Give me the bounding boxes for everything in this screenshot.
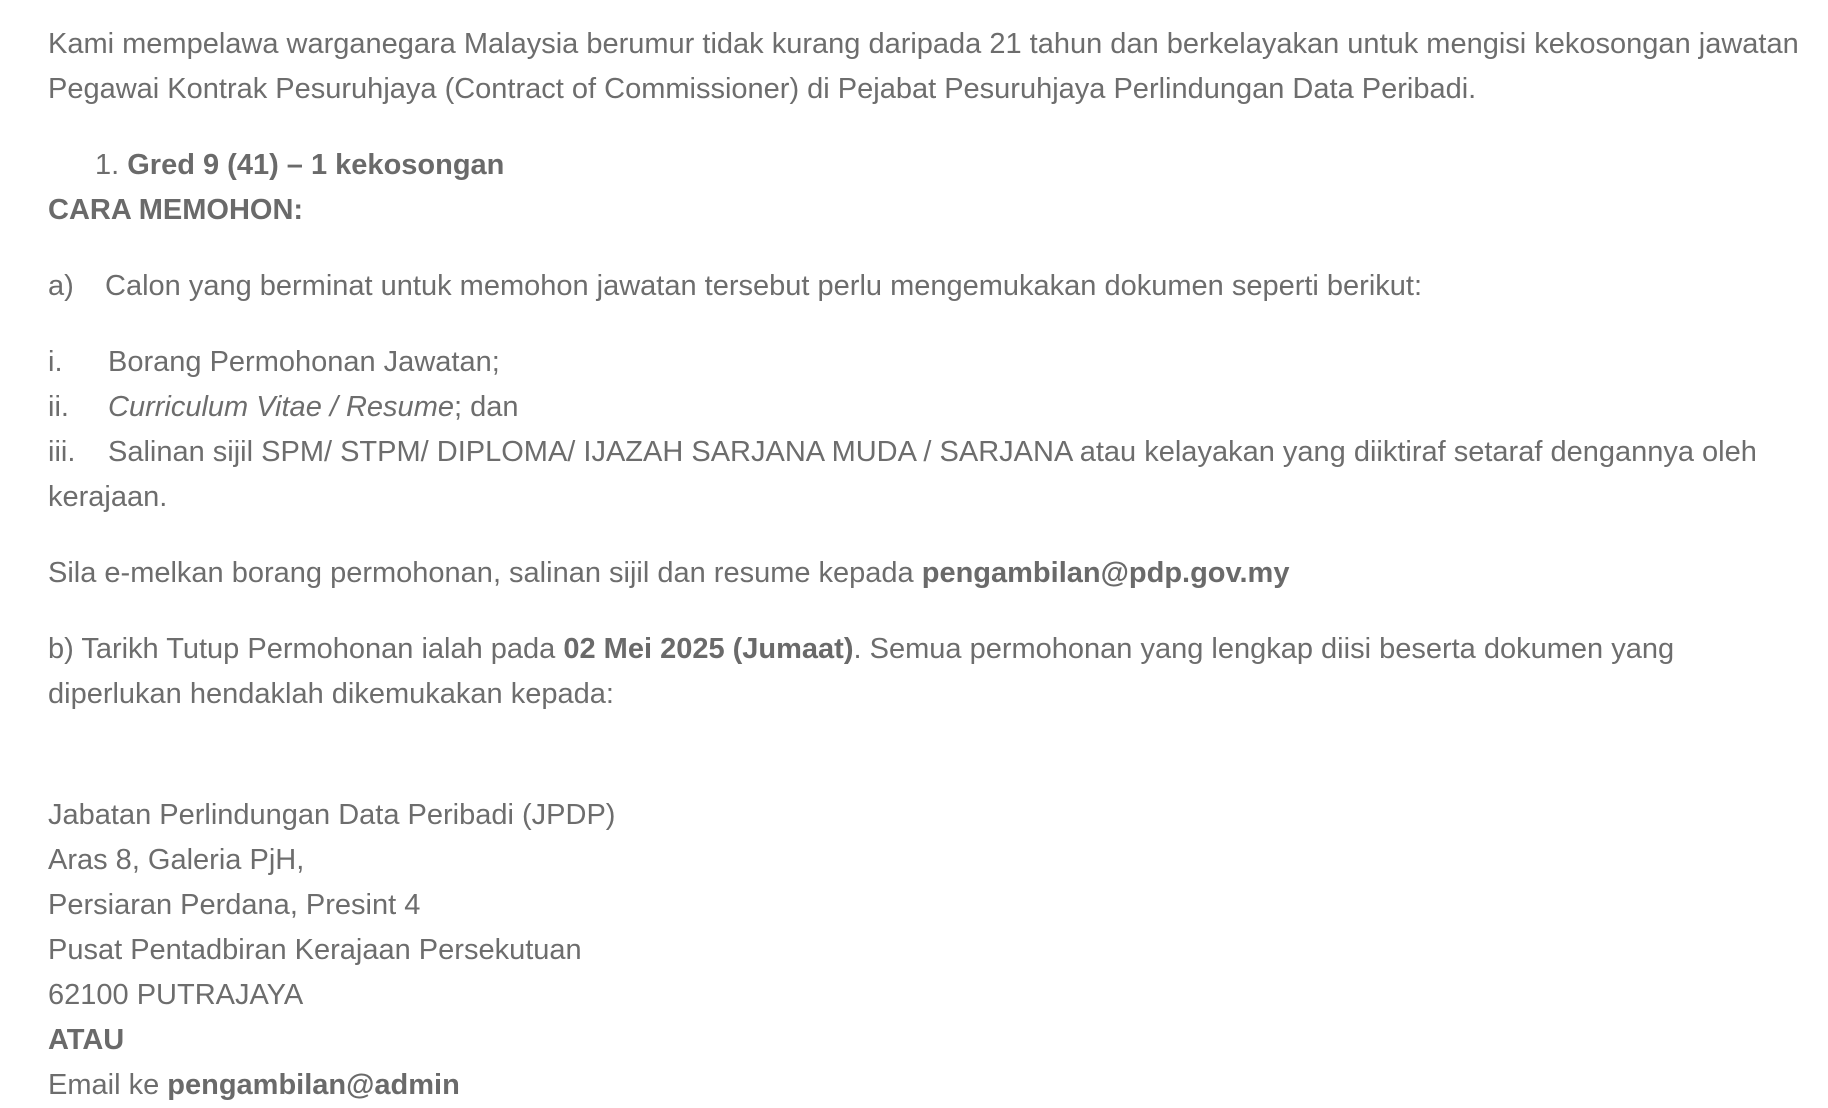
item-b-suffix: . Semua permohonan yang lengkap diisi beserta dokumen yang diperlukan hendaklah dikemukakan kepada: bbox=[48, 633, 1675, 710]
item-b-prefix: b) Tarikh Tutup Permohonan ialah pada bbox=[48, 633, 564, 665]
document-item-text: Salinan sijil SPM/ STPM/ DIPLOMA/ IJAZAH SARJANA MUDA / SARJANA atau kelayakan yang diiktiraf setaraf dengannya oleh kerajaan. bbox=[48, 436, 1757, 513]
item-a-label: a) bbox=[48, 270, 74, 302]
email-link[interactable]: pengambilan@pdp.gov.my bbox=[921, 557, 1290, 589]
alt-email-line bbox=[48, 1063, 1808, 1108]
or-label: ATAU bbox=[48, 1024, 125, 1056]
document-item-text: Borang Permohonan Jawatan; bbox=[108, 346, 500, 378]
document-item-2 bbox=[48, 385, 1808, 430]
document-item-number: ii. bbox=[48, 391, 69, 423]
closing-date: 02 Mei 2025 (Jumaat) bbox=[563, 633, 854, 665]
address-line: Aras 8, Galeria PjH, bbox=[48, 844, 305, 876]
item-a-text: Calon yang berminat untuk memohon jawatan tersebut perlu mengemukakan dokumen seperti berikut: bbox=[105, 270, 1423, 302]
address-line: Pusat Pentadbiran Kerajaan Persekutuan bbox=[48, 934, 582, 966]
grade-text: Gred 9 (41) – 1 kekosongan bbox=[127, 149, 505, 181]
alt-email-link[interactable]: pengambilan@admin bbox=[167, 1069, 460, 1101]
document-item-text: ; dan bbox=[453, 391, 519, 423]
address-line: Persiaran Perdana, Presint 4 bbox=[48, 889, 421, 921]
intro-paragraph: Kami mempelawa warganegara Malaysia berumur tidak kurang daripada 21 tahun dan berkelayakan untuk mengisi kekosongan jawatan Pegawai Kontrak Pesuruhjaya (Contract of Commissioner) di Pejabat Pesuruhjaya Perlindungan Data Peribadi. bbox=[48, 28, 1799, 105]
document-item-number: iii. bbox=[48, 436, 76, 468]
email-instruction-text: Sila e-melkan borang permohonan, salinan sijil dan resume kepada bbox=[48, 557, 922, 589]
mailing-address bbox=[48, 793, 1808, 1108]
item-a bbox=[48, 264, 1808, 309]
grade-number: 1. bbox=[95, 149, 120, 181]
email-instruction bbox=[48, 551, 1808, 596]
document-item-1 bbox=[48, 340, 1808, 385]
grade-list-item bbox=[48, 143, 1808, 188]
document-item-3 bbox=[48, 430, 1808, 520]
how-to-apply-heading: CARA MEMOHON: bbox=[48, 194, 304, 226]
address-line: 62100 PUTRAJAYA bbox=[48, 979, 304, 1011]
document-item-number: i. bbox=[48, 346, 63, 378]
document-item-italic-text: Curriculum Vitae / Resume bbox=[108, 391, 454, 423]
address-line: Jabatan Perlindungan Data Peribadi (JPDP) bbox=[48, 799, 616, 831]
item-b bbox=[48, 627, 1808, 717]
alt-email-prefix: Email ke bbox=[48, 1069, 168, 1101]
